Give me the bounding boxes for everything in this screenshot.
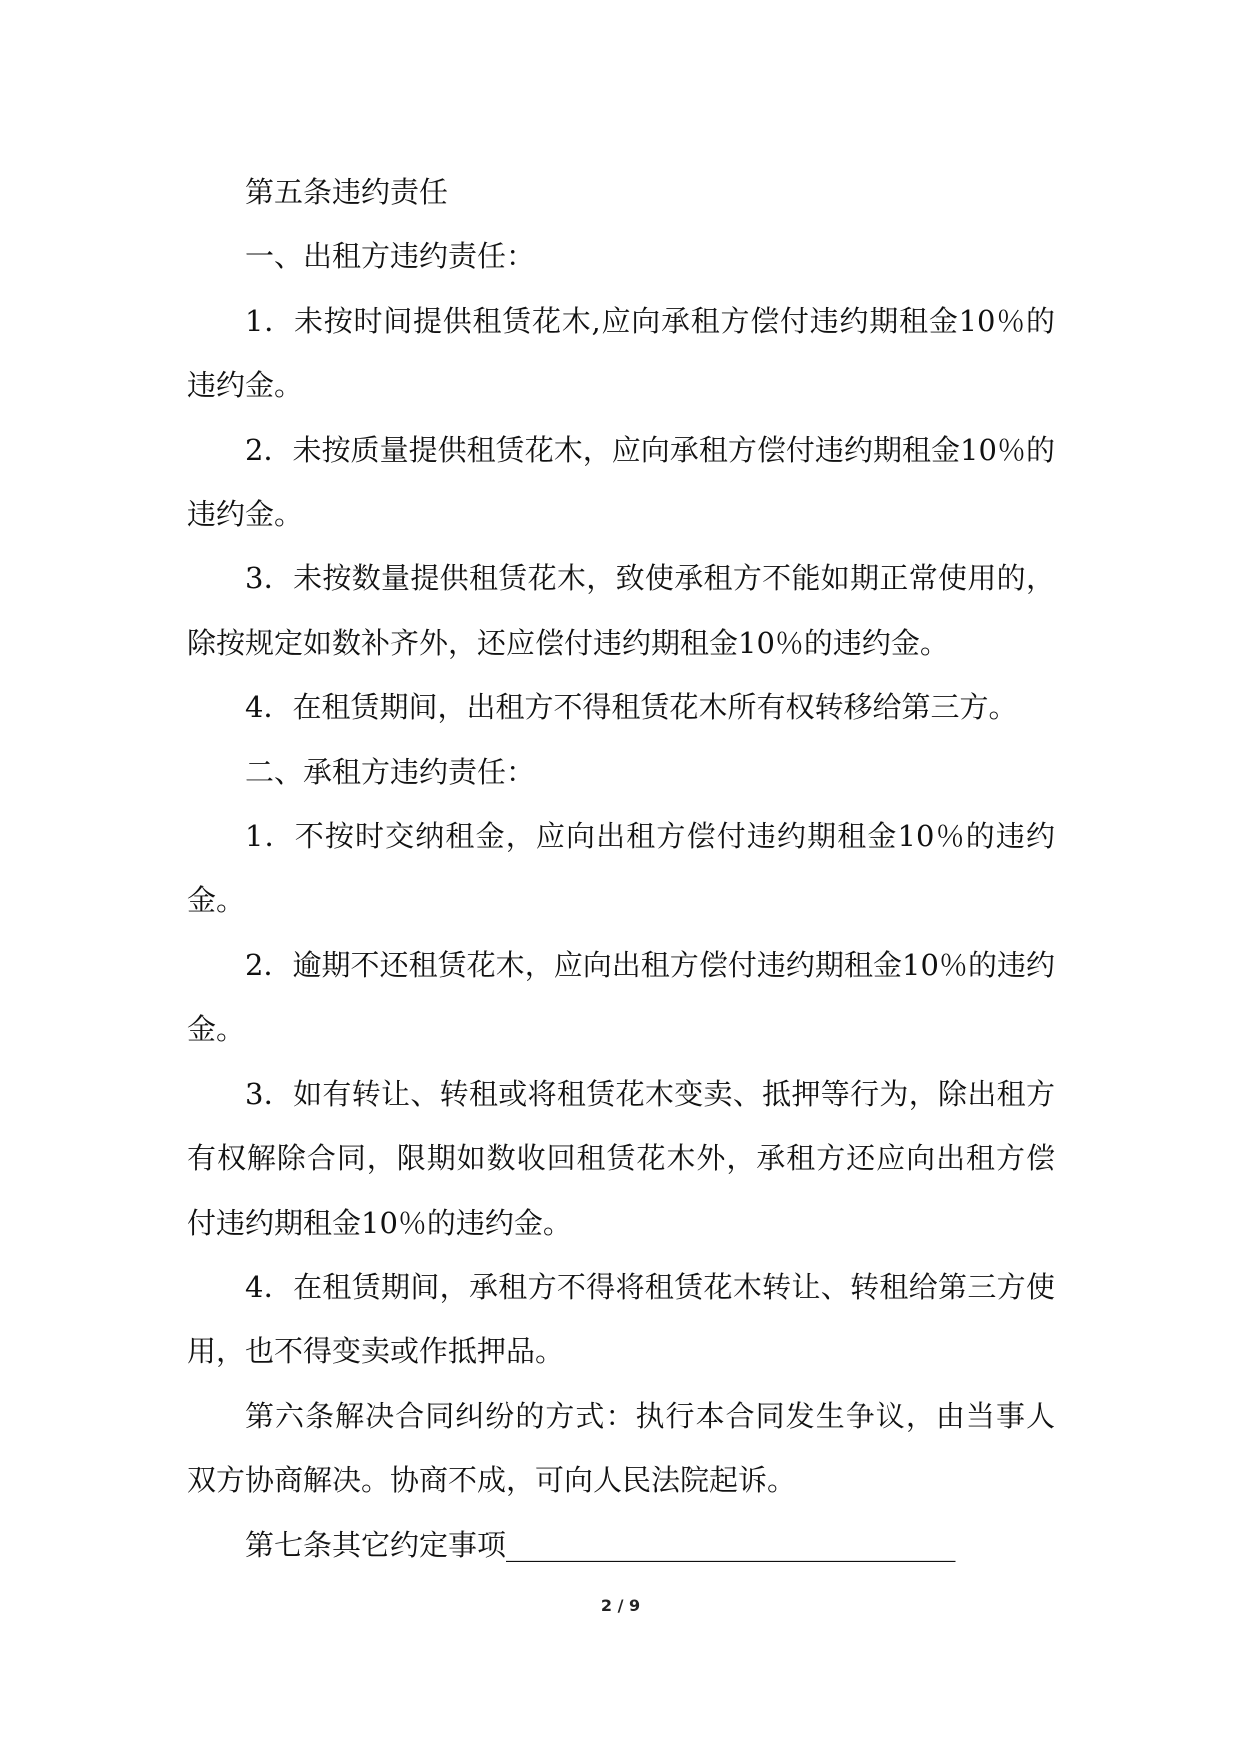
lessee-clause-3: 3．如有转让、转租或将租赁花木变卖、抵押等行为，除出租方有权解除合同，限期如数收回租赁花木外，承租方还应向出租方偿付违约期租金10％的违约金。 [187, 1076, 1055, 1240]
document-body [187, 160, 1055, 1577]
lessor-clause-1: 1．未按时间提供租赁花木,应向承租方偿付违约期租金10％的违约金。 [187, 303, 1055, 403]
lessor-liability-heading: 一、出租方违约责任： [245, 239, 536, 274]
lessee-clause-2: 2．逾期不还租赁花木，应向出租方偿付违约期租金10％的违约金。 [187, 947, 1055, 1047]
lessor-clause-4: 4．在租赁期间，出租方不得租赁花木所有权转移给第三方。 [245, 690, 1018, 725]
lessor-clause-2: 2．未按质量提供租赁花木，应向承租方偿付违约期租金10％的违约金。 [187, 432, 1055, 532]
article-5-heading: 第五条违约责任 [245, 175, 449, 209]
lessee-liability-heading: 二、承租方违约责任： [245, 754, 536, 789]
lessee-clause-1: 1．不按时交纳租金，应向出租方偿付违约期租金10％的违约金。 [187, 819, 1055, 918]
lessor-clause-3: 3．未按数量提供租赁花木，致使承租方不能如期正常使用的，除按规定如数补齐外，还应偿付违约期租金10％的违约金。 [187, 561, 1055, 660]
lessee-clause-4: 4．在租赁期间，承租方不得将租赁花木转让、转租给第三方使用，也不得变卖或作抵押品。 [187, 1269, 1055, 1369]
article-7-other-matters: 第七条其它约定事项_______________________________ [245, 1527, 956, 1562]
page-number: 2 / 9 [600, 1596, 641, 1615]
article-6-dispute-resolution: 第六条解决合同纠纷的方式：执行本合同发生争议，由当事人双方协商解决。协商不成，可向人民法院起诉。 [187, 1398, 1055, 1498]
